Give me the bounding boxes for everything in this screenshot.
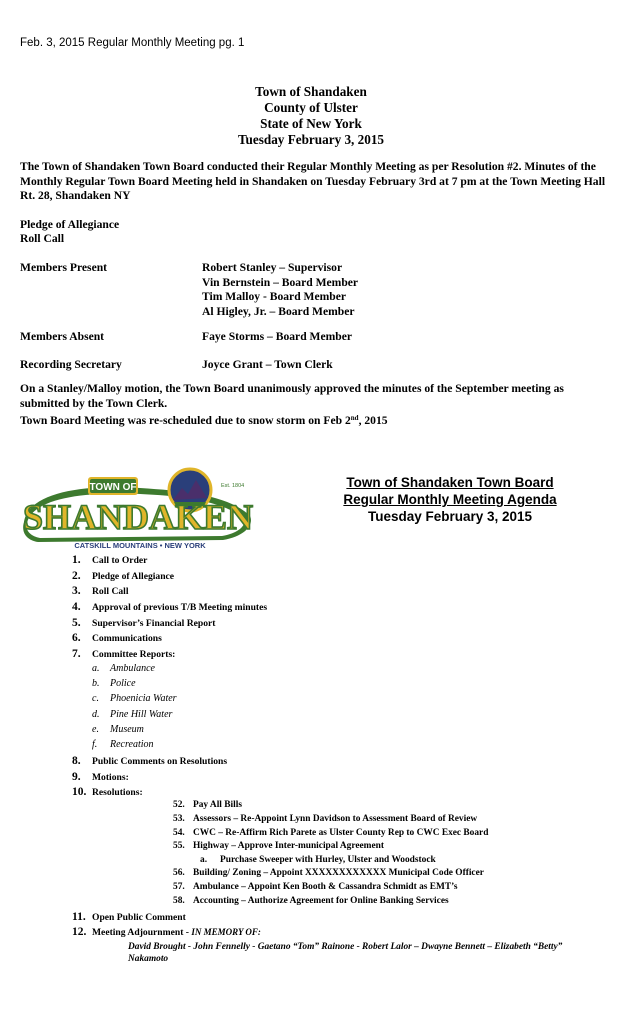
reschedule-note: Town Board Meeting was re-scheduled due to snow storm on Feb 2nd, 2015: [20, 414, 388, 427]
document-title: [0, 84, 622, 148]
members-present-label: Members Present: [20, 261, 108, 274]
committee-item: d. Pine Hill Water: [92, 709, 173, 720]
resolution-item: 57. Ambulance – Appoint Ken Booth & Cassandra Schmidt as EMT’s: [173, 882, 458, 892]
resolution-item: 58. Accounting – Authorize Agreement for Online Banking Services: [173, 896, 449, 906]
resolution-item: 56. Building/ Zoning – Appoint XXXXXXXXXXXX Municipal Code Officer: [173, 868, 484, 878]
committee-item: f. Recreation: [92, 739, 154, 750]
recording-secretary-label: Recording Secretary: [20, 358, 122, 371]
title-state: State of New York: [260, 116, 362, 131]
agenda-item: 4. Approval of previous T/B Meeting minutes: [72, 601, 268, 613]
resolution-subitem: a. Purchase Sweeper with Hurley, Ulster and Woodstock: [200, 855, 436, 865]
member-name: Tim Malloy - Board Member: [202, 290, 347, 303]
logo-bottom-text: CATSKILL MOUNTAINS • NEW YORK: [74, 541, 206, 550]
agenda-item: 8. Public Comments on Resolutions: [72, 755, 228, 767]
committee-item: c. Phoenicia Water: [92, 693, 177, 704]
members-absent-label: Members Absent: [20, 330, 105, 343]
title-town: Town of Shandaken: [255, 84, 367, 99]
committee-item: e. Museum: [92, 724, 144, 735]
agenda-item: 2. Pledge of Allegiance: [72, 570, 175, 582]
agenda-item: 5. Supervisor’s Financial Report: [72, 617, 216, 629]
agenda-item: 10. Resolutions:: [72, 786, 143, 798]
pledge-line: Pledge of Allegiance: [20, 218, 120, 231]
members-absent-name: Faye Storms – Board Member: [202, 330, 353, 343]
agenda-title-meeting: Regular Monthly Meeting Agenda: [343, 492, 557, 507]
agenda-title-board: Town of Shandaken Town Board: [346, 475, 554, 490]
recording-secretary-name: Joyce Grant – Town Clerk: [202, 358, 333, 371]
member-name: Al Higley, Jr. – Board Member: [202, 304, 355, 318]
title-date: Tuesday February 3, 2015: [237, 132, 385, 147]
agenda-item: 12. Meeting Adjournment - IN MEMORY OF:: [72, 926, 261, 938]
resolution-item: 55. Highway – Approve Inter-municipal Agreement: [173, 841, 384, 851]
title-county: County of Ulster: [264, 100, 358, 115]
roll-call-line: Roll Call: [20, 232, 65, 245]
agenda-title: [300, 474, 600, 525]
resolution-item: 53. Assessors – Re-Appoint Lynn Davidson to Assessment Board of Review: [173, 814, 478, 824]
logo-graphic: [18, 466, 256, 552]
agenda-item: 1. Call to Order: [72, 554, 148, 566]
agenda-item: 7. Committee Reports:: [72, 648, 176, 660]
member-name: Vin Bernstein – Board Member: [202, 275, 359, 289]
memorial-names: David Brought - John Fennelly - Gaetano “Tom” Rainone - Robert Lalor – Dwayne Bennett – Elizabeth “Betty” Nakamoto: [128, 942, 563, 964]
resolution-item: 54. CWC – Re-Affirm Rich Parete as Ulster County Rep to CWC Exec Board: [173, 828, 489, 838]
committee-item: a. Ambulance: [92, 663, 155, 674]
committee-item: b. Police: [92, 678, 136, 689]
page-header: Feb. 3, 2015 Regular Monthly Meeting pg. 1: [20, 37, 245, 49]
logo-est: Est. 1804: [221, 483, 245, 489]
approval-paragraph: On a Stanley/Malloy motion, the Town Board unanimously approved the minutes of the September meeting as submitted by the Town Clerk.: [20, 382, 564, 410]
agenda-item: 9. Motions:: [72, 771, 129, 783]
logo-top-text: TOWN OF: [89, 482, 137, 493]
town-logo: [18, 466, 256, 552]
agenda-item: 11. Open Public Comment: [72, 911, 186, 923]
member-name: Robert Stanley – Supervisor: [202, 261, 343, 274]
logo-main-text: SHANDAKEN: [22, 497, 254, 537]
agenda-item: 3. Roll Call: [72, 585, 129, 597]
resolution-item: 52. Pay All Bills: [173, 800, 242, 810]
members-present-list: [202, 261, 358, 319]
agenda-title-date: Tuesday February 3, 2015: [367, 509, 533, 524]
intro-paragraph: The Town of Shandaken Town Board conducted their Regular Monthly Meeting as per Resolution #2. Minutes of the Monthly Regular Town Board Meeting held in Shandaken on Tuesday February 3rd at 7 pm at the Town Meeting Hall Rt. 28, Shandaken NY: [20, 160, 606, 202]
agenda-item: 6. Communications: [72, 632, 162, 644]
